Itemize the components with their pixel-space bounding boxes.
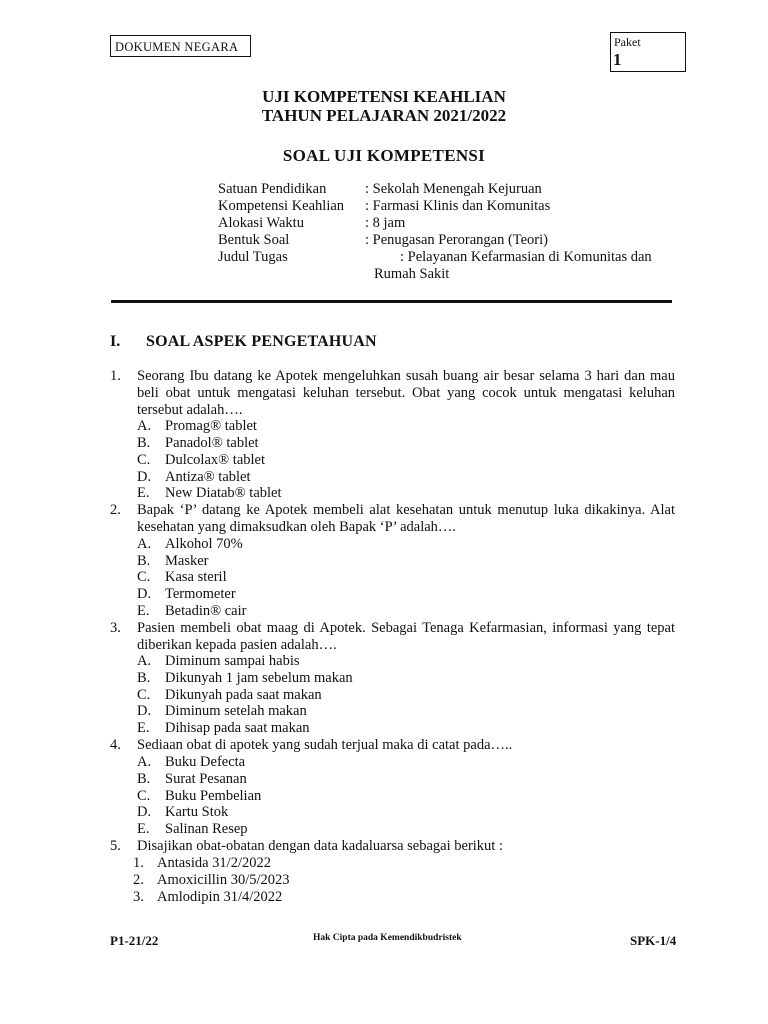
sub-item-text: Amoxicillin 30/5/2023 <box>157 872 290 888</box>
option-text: Surat Pesanan <box>165 771 247 787</box>
exam-title: UJI KOMPETENSI KEAHLIAN <box>262 87 506 106</box>
document-classification-label: DOKUMEN NEGARA <box>110 35 251 57</box>
option-letter: C. <box>137 687 151 703</box>
option-text: Salinan Resep <box>165 821 248 837</box>
question-number: 3. <box>110 620 121 636</box>
option-letter: E. <box>137 485 150 501</box>
option-text: Kartu Stok <box>165 804 229 820</box>
option-text: Kasa steril <box>165 569 227 585</box>
option-letter: D. <box>137 804 152 820</box>
option-letter: B. <box>137 771 151 787</box>
satuan-value: : Sekolah Menengah Kejuruan <box>365 181 542 197</box>
question-number: 4. <box>110 737 121 753</box>
option-text: Diminum sampai habis <box>165 653 300 669</box>
question-text: Disajikan obat-obatan dengan data kadaluarsa sebagai berikut : <box>137 838 503 854</box>
option-letter: E. <box>137 603 150 619</box>
option-text: Promag® tablet <box>165 418 257 434</box>
paket-label: Paket <box>614 35 641 49</box>
option-text: Dulcolax® tablet <box>165 452 265 468</box>
question-number: 5. <box>110 838 121 854</box>
bentuk-label: Bentuk Soal <box>218 232 290 248</box>
sub-item-number: 1. <box>133 855 144 871</box>
paket-number: 1 <box>613 50 622 69</box>
option-text: Betadin® cair <box>165 603 247 619</box>
judul-label: Judul Tugas <box>218 249 288 265</box>
option-letter: B. <box>137 670 151 686</box>
question-number: 2. <box>110 502 121 518</box>
bentuk-value: : Penugasan Perorangan (Teori) <box>365 232 548 248</box>
option-text: Dikunyah pada saat makan <box>165 687 322 703</box>
kompetensi-value: : Farmasi Klinis dan Komunitas <box>365 198 551 214</box>
alokasi-label: Alokasi Waktu <box>218 215 304 231</box>
sub-item-number: 3. <box>133 889 144 905</box>
section-number: I. <box>110 333 121 350</box>
question-number: 1. <box>110 368 121 384</box>
exam-subtitle: SOAL UJI KOMPETENSI <box>282 146 486 165</box>
academic-year-title: TAHUN PELAJARAN 2021/2022 <box>261 106 507 125</box>
option-text: Dikunyah 1 jam sebelum makan <box>165 670 353 686</box>
option-text: Masker <box>165 553 209 569</box>
question-text: Seorang Ibu datang ke Apotek mengeluhkan susah buang air besar selama 3 hari dan mau beli obat untuk mengatasi keluhan tersebut. Obat yang cocok untuk mengatasi keluhan tersebut adalah…. <box>137 368 675 418</box>
option-letter: A. <box>137 418 152 434</box>
sub-item-text: Antasida 31/2/2022 <box>157 855 271 871</box>
option-text: Buku Pembelian <box>165 788 262 804</box>
sub-item-text: Amlodipin 31/4/2022 <box>157 889 283 905</box>
judul-value-line2: Rumah Sakit <box>374 266 450 282</box>
option-letter: A. <box>137 653 152 669</box>
header-divider <box>111 300 672 303</box>
option-text: Alkohol 70% <box>165 536 243 552</box>
option-text: Dihisap pada saat makan <box>165 720 310 736</box>
paket-box <box>610 32 686 72</box>
option-letter: D. <box>137 586 152 602</box>
option-letter: C. <box>137 569 151 585</box>
option-letter: E. <box>137 821 150 837</box>
footer-copyright: Hak Cipta pada Kemendikbudristek <box>313 933 462 943</box>
judul-value-line1: : Pelayanan Kefarmasian di Komunitas dan <box>400 249 652 265</box>
option-text: Termometer <box>165 586 236 602</box>
option-text: Buku Defecta <box>165 754 246 770</box>
option-text: Panadol® tablet <box>165 435 259 451</box>
satuan-label: Satuan Pendidikan <box>218 181 327 197</box>
sub-item-number: 2. <box>133 872 144 888</box>
option-letter: D. <box>137 469 152 485</box>
alokasi-value: : 8 jam <box>365 215 406 231</box>
question-text: Pasien membeli obat maag di Apotek. Sebagai Tenaga Kefarmasian, informasi yang tepat diberikan kepada pasien adalah…. <box>137 620 675 653</box>
option-letter: C. <box>137 452 151 468</box>
question-text: Bapak ‘P’ datang ke Apotek membeli alat kesehatan untuk menutup luka dikakinya. Alat kesehatan yang dimaksudkan oleh Bapak ‘P’ adalah…. <box>137 502 675 535</box>
option-letter: B. <box>137 435 151 451</box>
footer-code: P1-21/22 <box>110 933 159 948</box>
option-letter: C. <box>137 788 151 804</box>
option-text: New Diatab® tablet <box>165 485 282 501</box>
option-letter: D. <box>137 703 152 719</box>
kompetensi-label: Kompetensi Keahlian <box>218 198 345 214</box>
option-text: Diminum setelah makan <box>165 703 307 719</box>
option-letter: A. <box>137 536 152 552</box>
option-letter: B. <box>137 553 151 569</box>
option-text: Antiza® tablet <box>165 469 251 485</box>
option-letter: E. <box>137 720 150 736</box>
question-text: Sediaan obat di apotek yang sudah terjual maka di catat pada….. <box>137 737 513 753</box>
option-letter: A. <box>137 754 152 770</box>
footer-page-number: SPK-1/4 <box>630 933 677 948</box>
section-title: SOAL ASPEK PENGETAHUAN <box>146 333 377 350</box>
